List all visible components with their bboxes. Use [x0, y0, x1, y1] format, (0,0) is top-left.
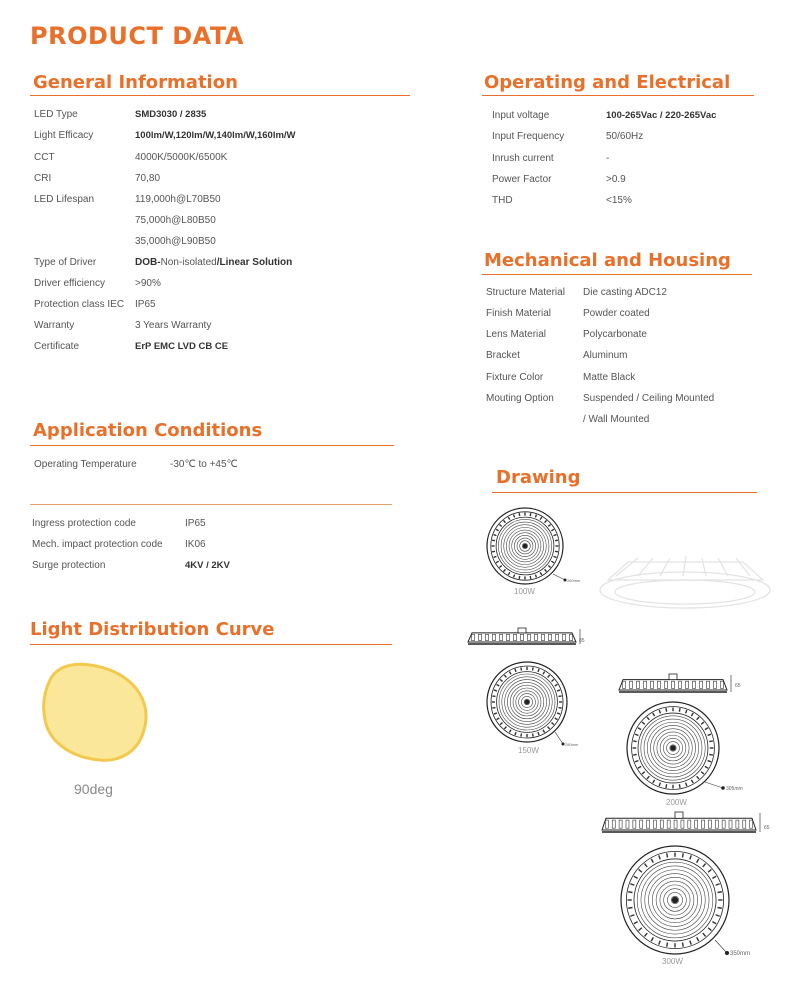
drawing-200w-side-view — [617, 674, 757, 700]
light-efficacy-value: 100lm/W,120lm/W,140lm/W,160lm/W — [135, 130, 296, 141]
application-divider — [30, 504, 392, 505]
surge-protection-value: 4KV / 2KV — [185, 560, 230, 571]
led-lifespan-value-2: 75,000h@L80B50 — [135, 215, 216, 226]
structure-material-value: Die casting ADC12 — [583, 287, 667, 298]
mounting-option-value-1: Suspended / Ceiling Mounted — [583, 393, 715, 404]
warranty-value: 3 Years Warranty — [135, 320, 212, 331]
driver-type-value: DOB-Non-isolated/Linear Solution — [135, 257, 293, 268]
cct-value: 4000K/5000K/6500K — [135, 152, 228, 163]
bracket-label: Bracket — [486, 350, 520, 361]
drawing-300w-side-view — [600, 812, 775, 844]
impact-protection-label: Mech. impact protection code — [32, 539, 163, 550]
drawing-rule — [492, 492, 757, 493]
ingress-protection-label: Ingress protection code — [32, 518, 136, 529]
ingress-protection-value: IP65 — [185, 518, 206, 529]
mechanical-title: Mechanical and Housing — [484, 250, 731, 271]
drawing-200w-caption: 200W — [666, 798, 687, 807]
thd-value: <15% — [606, 195, 632, 206]
fixture-color-value: Matte Black — [583, 372, 636, 383]
general-info-rule — [30, 95, 410, 96]
power-factor-label: Power Factor — [492, 174, 552, 185]
drawing-300w-height: 65 — [764, 825, 770, 831]
application-rule — [30, 445, 394, 446]
drawing-100w-top-view — [485, 506, 581, 586]
mechanical-rule — [482, 274, 752, 275]
ghost-lamp-image — [598, 550, 773, 612]
cri-label: CRI — [34, 173, 52, 184]
led-lifespan-value-3: 35,000h@L90B50 — [135, 236, 216, 247]
led-type-label: LED Type — [34, 109, 78, 120]
distribution-lobe — [44, 664, 146, 760]
mounting-option-label: Mouting Option — [486, 393, 554, 404]
certificate-value: ErP EMC LVD CB CE — [135, 341, 229, 352]
drawing-100w-caption: 100W — [514, 587, 535, 596]
drawing-100w-dim: 260mm — [567, 578, 581, 583]
drawing-200w-top-view — [625, 700, 765, 800]
lens-material-label: Lens Material — [486, 329, 547, 340]
protection-class-value: IP65 — [135, 299, 156, 310]
drawing-100w-height: 85 — [579, 638, 585, 644]
surge-protection-label: Surge protection — [32, 560, 106, 571]
cri-value: 70,80 — [135, 173, 161, 184]
mounting-option-value-2: / Wall Mounted — [583, 414, 650, 425]
cct-label: CCT — [34, 152, 55, 163]
input-frequency-value: 50/60Hz — [606, 131, 644, 142]
operating-title: Operating and Electrical — [484, 72, 731, 93]
drawing-300w-top-view — [620, 845, 780, 965]
structure-material-label: Structure Material — [486, 287, 565, 298]
drawing-150w-caption: 150W — [518, 746, 539, 755]
drawing-100w-side-view — [466, 628, 586, 658]
lens-material-value: Polycarbonate — [583, 329, 647, 340]
drawing-150w-dim: 280mm — [565, 742, 579, 747]
led-lifespan-label: LED Lifespan — [34, 194, 95, 205]
operating-temp-value: -30℃ to +45℃ — [170, 459, 238, 470]
inrush-current-value: - — [606, 153, 610, 164]
input-frequency-label: Input Frequency — [492, 131, 565, 142]
power-factor-value: >0.9 — [606, 174, 626, 185]
thd-label: THD — [492, 195, 513, 206]
certificate-label: Certificate — [34, 341, 80, 352]
input-voltage-value: 100-265Vac / 220-265Vac — [606, 110, 717, 121]
application-title: Application Conditions — [33, 420, 263, 441]
light-efficacy-label: Light Efficacy — [34, 130, 94, 141]
led-type-value: SMD3030 / 2835 — [135, 109, 207, 120]
led-lifespan-value-1: 119,000h@L70B50 — [135, 194, 221, 205]
driver-efficiency-value: >90% — [135, 278, 161, 289]
operating-temp-label: Operating Temperature — [34, 459, 137, 470]
operating-rule — [482, 95, 754, 96]
driver-type-label: Type of Driver — [34, 257, 97, 268]
drawing-300w-caption: 300W — [662, 957, 683, 966]
light-curve-title: Light Distribution Curve — [30, 619, 275, 640]
input-voltage-label: Input voltage — [492, 110, 550, 121]
drawing-150w-top-view — [485, 660, 585, 745]
finish-material-label: Finish Material — [486, 308, 552, 319]
inrush-current-label: Inrush current — [492, 153, 554, 164]
page-title: PRODUCT DATA — [30, 22, 244, 50]
warranty-label: Warranty — [34, 320, 75, 331]
fixture-color-label: Fixture Color — [486, 372, 544, 383]
drawing-title: Drawing — [496, 467, 581, 488]
light-distribution-curve — [40, 660, 160, 765]
drawing-200w-height: 65 — [735, 683, 741, 689]
drawing-300w-dim: 350mm — [730, 951, 751, 957]
bracket-value: Aluminum — [583, 350, 628, 361]
general-info-title: General Information — [33, 72, 238, 93]
impact-protection-value: IK06 — [185, 539, 206, 550]
protection-class-label: Protection class IEC — [34, 299, 125, 310]
light-curve-caption: 90deg — [74, 781, 113, 797]
light-curve-rule — [30, 644, 392, 645]
drawing-200w-dim: 305mm — [726, 786, 743, 792]
driver-efficiency-label: Driver efficiency — [34, 278, 105, 289]
finish-material-value: Powder coated — [583, 308, 650, 319]
